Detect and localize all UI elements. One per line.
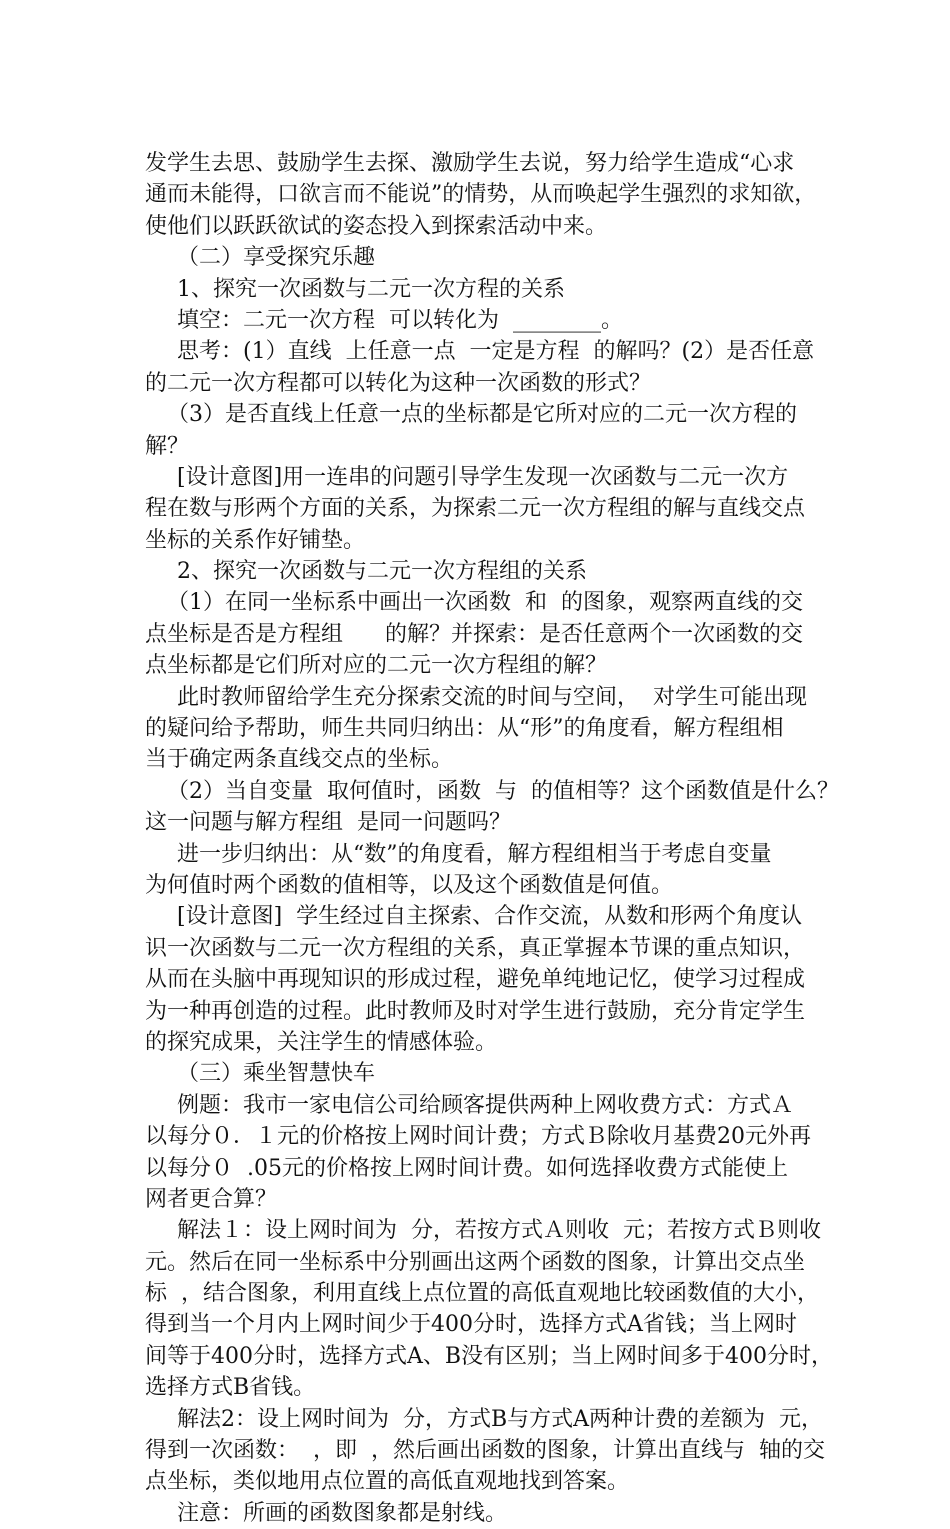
text-line: 标 ，结合图象，利用直线上点位置的高低直观地比较函数值的大小， xyxy=(145,1281,819,1307)
text-line: （二）享受探究乐趣 xyxy=(177,245,376,271)
text-line: 1、探究一次函数与二元一次方程的关系 xyxy=(177,276,565,302)
text-line: 元。然后在同一坐标系中分别画出这两个函数的图象，计算出交点坐 xyxy=(145,1249,806,1275)
text-line: 为一种再创造的过程。此时教师及时对学生进行鼓励，充分肯定学生 xyxy=(145,998,806,1024)
text-line: 的探究成果，关注学生的情感体验。 xyxy=(145,1029,498,1055)
text-line: 解？ xyxy=(145,433,190,459)
text-line: 注意：所画的函数图象都是射线。 xyxy=(177,1500,508,1526)
text-line: 选择方式B省钱。 xyxy=(145,1375,316,1401)
text-line: 这一问题与解方程组 是同一问题吗？ xyxy=(145,810,511,836)
text-line: 得到当一个月内上网时间少于400分时，选择方式A省钱；当上网时 xyxy=(145,1312,797,1338)
text-line: 得到一次函数： ，即 ，然后画出函数的图象，计算出直线与 轴的交 xyxy=(145,1438,825,1464)
text-line: 2、探究一次函数与二元一次方程组的关系 xyxy=(177,559,587,585)
document-body xyxy=(145,148,839,1529)
text-line: 解法2：设上网时间为 分，方式B与方式A两种计费的差额为 元， xyxy=(177,1406,824,1432)
text-line: [设计意图] 学生经过自主探索、合作交流，从数和形两个角度认 xyxy=(177,904,803,930)
text-line: 解法１：设上网时间为 分，若按方式Ａ则收 元；若按方式Ｂ则收 xyxy=(177,1218,821,1244)
text-line: 坐标的关系作好铺垫。 xyxy=(145,527,366,553)
text-line: 此时教师留给学生充分探索交流的时间与空间， 对学生可能出现 xyxy=(177,684,807,710)
text-line: 网者更合算？ xyxy=(145,1186,278,1212)
text-line: 为何值时两个函数的值相等，以及这个函数值是何值。 xyxy=(145,872,674,898)
text-line: 例题：我市一家电信公司给顾客提供两种上网收费方式：方式Ａ xyxy=(177,1092,794,1118)
text-line: （2）当自变量 取何值时，函数 与 的值相等？这个函数值是什么？ xyxy=(167,778,839,804)
text-line: 点坐标都是它们所对应的二元一次方程组的解？ xyxy=(145,653,608,679)
text-line: 识一次函数与二元一次方程组的关系，真正掌握本节课的重点知识， xyxy=(145,935,806,961)
text-line: 从而在头脑中再现知识的形成过程，避免单纯地记忆，使学习过程成 xyxy=(145,967,806,993)
text-line: 填空：二元一次方程 可以转化为 ________。 xyxy=(177,307,623,333)
text-line: 的二元一次方程都可以转化为这种一次函数的形式？ xyxy=(145,370,652,396)
text-line: 使他们以跃跃欲试的姿态投入到探索活动中来。 xyxy=(145,213,608,239)
text-line: 以每分０．１元的价格按上网时间计费；方式Ｂ除收月基费20元外再 xyxy=(145,1124,811,1150)
text-line: 间等于400分时，选择方式A、B没有区别；当上网时间多于400分时， xyxy=(145,1343,834,1369)
text-line: 点坐标，类似地用点位置的高低直观地找到答案。 xyxy=(145,1469,630,1495)
text-line: 点坐标是否是方程组 的解？并探索：是否任意两个一次函数的交 xyxy=(145,621,803,647)
text-line: 思考：(1）直线 上任意一点 一定是方程 的解吗？(2）是否任意 xyxy=(177,339,815,365)
text-line: [设计意图]用一连串的问题引导学生发现一次函数与二元一次方 xyxy=(177,464,789,490)
text-line: 发学生去思、鼓励学生去探、激励学生去说，努力给学生造成“心求 xyxy=(145,151,795,176)
text-line: （三）乘坐智慧快车 xyxy=(177,1061,376,1087)
text-line: （3）是否直线上任意一点的坐标都是它所对应的二元一次方程的 xyxy=(167,402,797,428)
text-line: 当于确定两条直线交点的坐标。 xyxy=(145,747,454,773)
text-line: 程在数与形两个方面的关系，为探索二元一次方程组的解与直线交点 xyxy=(145,496,806,522)
text-line: 进一步归纳出：从“数”的角度看，解方程组相当于考虑自变量 xyxy=(177,841,772,867)
text-line: 通而未能得，口欲言而不能说”的情势，从而唤起学生强烈的求知欲， xyxy=(145,182,817,208)
text-line: 以每分０ .05元的价格按上网时间计费。如何选择收费方式能使上 xyxy=(145,1155,788,1181)
text-line: 的疑问给予帮助，师生共同归纳出：从“形”的角度看，解方程组相 xyxy=(145,716,784,742)
text-line: （1）在同一坐标系中画出一次函数 和 的图象，观察两直线的交 xyxy=(167,590,803,616)
